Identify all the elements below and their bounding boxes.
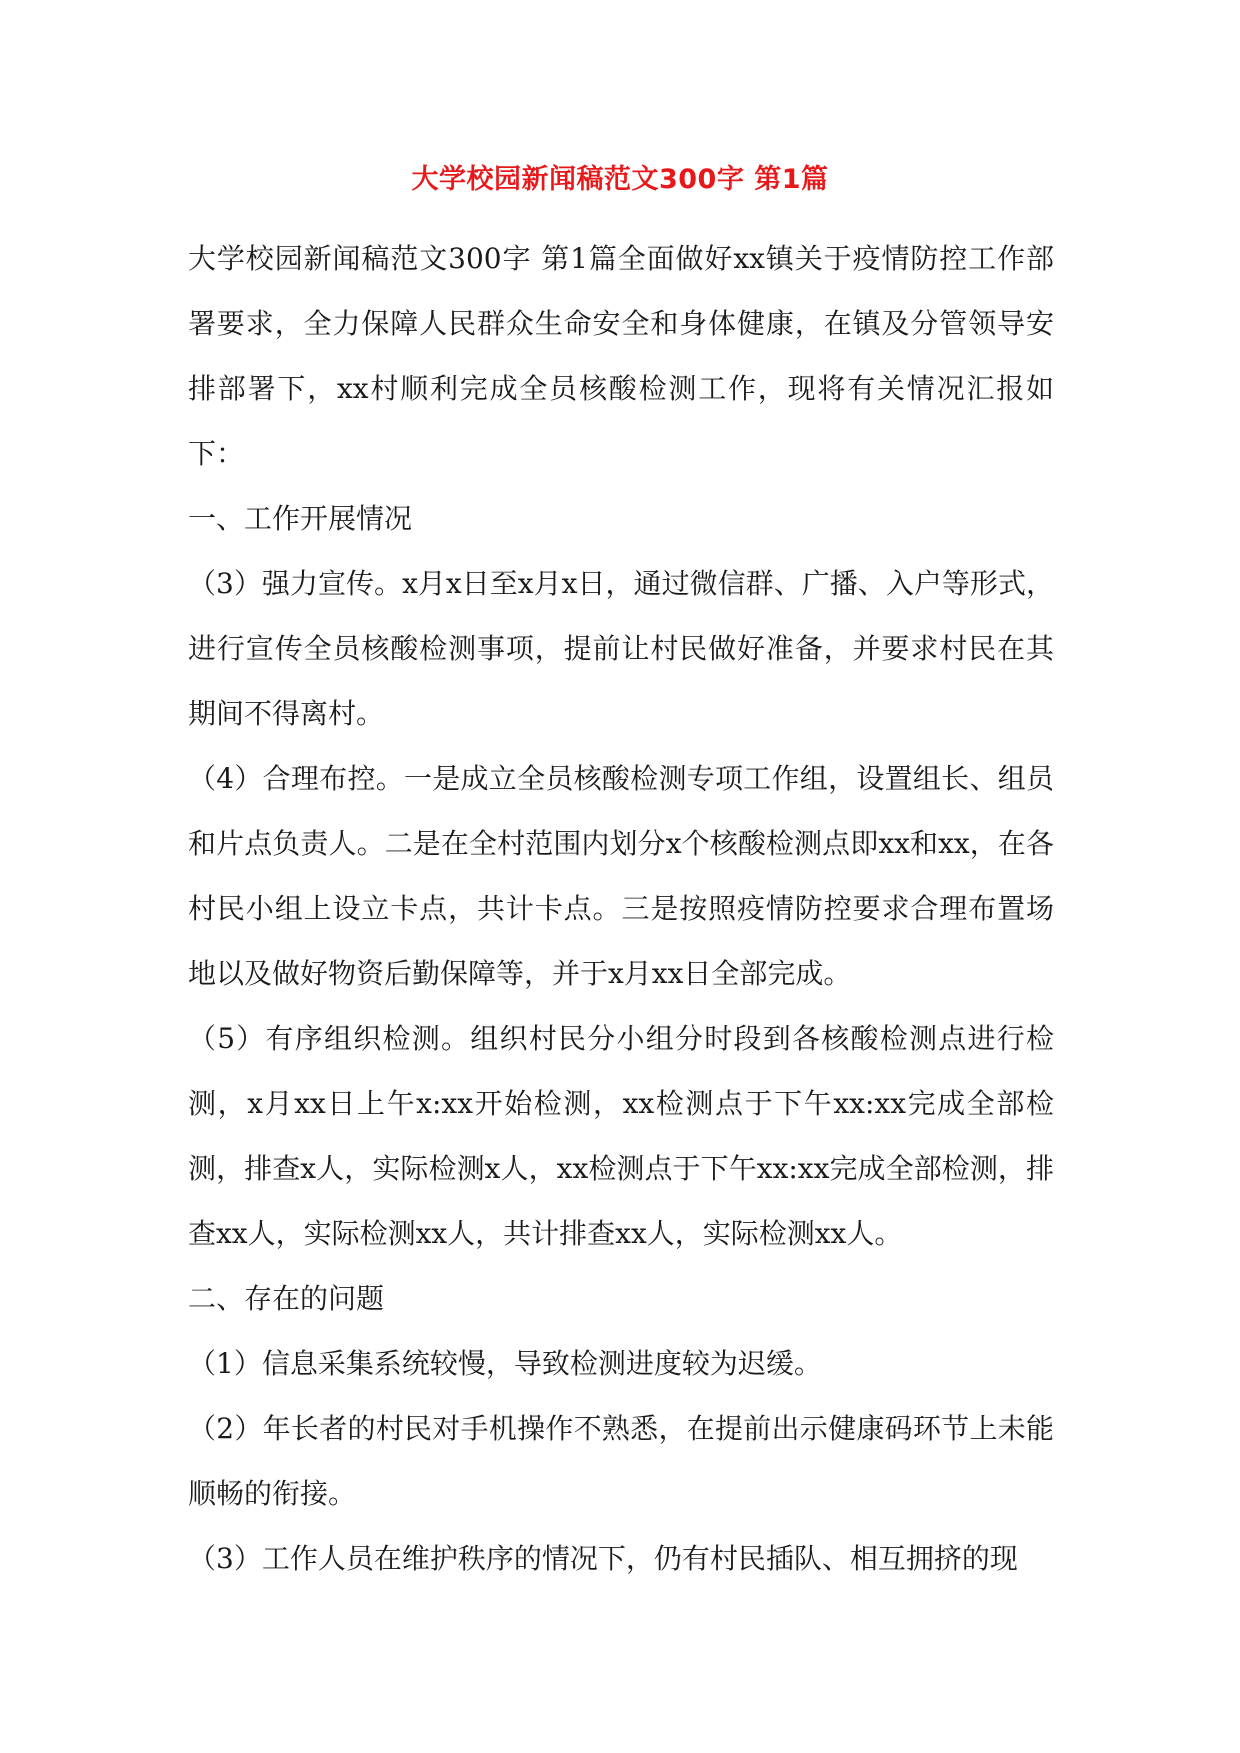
document-body xyxy=(188,226,1054,1591)
section-heading-work-progress: 一、工作开展情况 xyxy=(188,502,413,535)
problem-item-2: （2）年长者的村民对手机操作不熟悉，在提前出示健康码环节上未能顺畅的衔接。 xyxy=(188,1412,1054,1510)
paragraph-deployment: （4）合理布控。一是成立全员核酸检测专项工作组，设置组长、组员和片点负责人。二是在全村范围内划分x个核酸检测点即xx和xx，在各村民小组上设立卡点，共计卡点。三是按照疫情防控要求合理布置场地以及做好物资后勤保障等，并于x月xx日全部完成。 xyxy=(188,762,1054,990)
section-heading-problems: 二、存在的问题 xyxy=(188,1282,385,1315)
paragraph-publicity: （3）强力宣传。x月x日至x月x日，通过微信群、广播、入户等形式，进行宣传全员核酸检测事项，提前让村民做好准备，并要求村民在其期间不得离村。 xyxy=(188,567,1054,730)
problem-item-1: （1）信息采集系统较慢，导致检测进度较为迟缓。 xyxy=(188,1347,822,1380)
document-title: 大学校园新闻稿范文300字 第1篇 xyxy=(411,164,829,195)
intro-paragraph: 大学校园新闻稿范文300字 第1篇全面做好xx镇关于疫情防控工作部署要求，全力保障人民群众生命安全和身体健康，在镇及分管领导安排部署下，xx村顺利完成全员核酸检测工作，现将有关情况汇报如下： xyxy=(188,242,1054,470)
paragraph-testing: （5）有序组织检测。组织村民分小组分时段到各核酸检测点进行检测，x月xx日上午x:xx开始检测，xx检测点于下午xx:xx完成全部检测，排查x人，实际检测x人，xx检测点于下午xx:xx完成全部检测，排查xx人，实际检测xx人，共计排查xx人，实际检测xx人。 xyxy=(188,1022,1054,1250)
problem-item-3: （3）工作人员在维护秩序的情况下，仍有村民插队、相互拥挤的现 xyxy=(188,1542,1018,1575)
